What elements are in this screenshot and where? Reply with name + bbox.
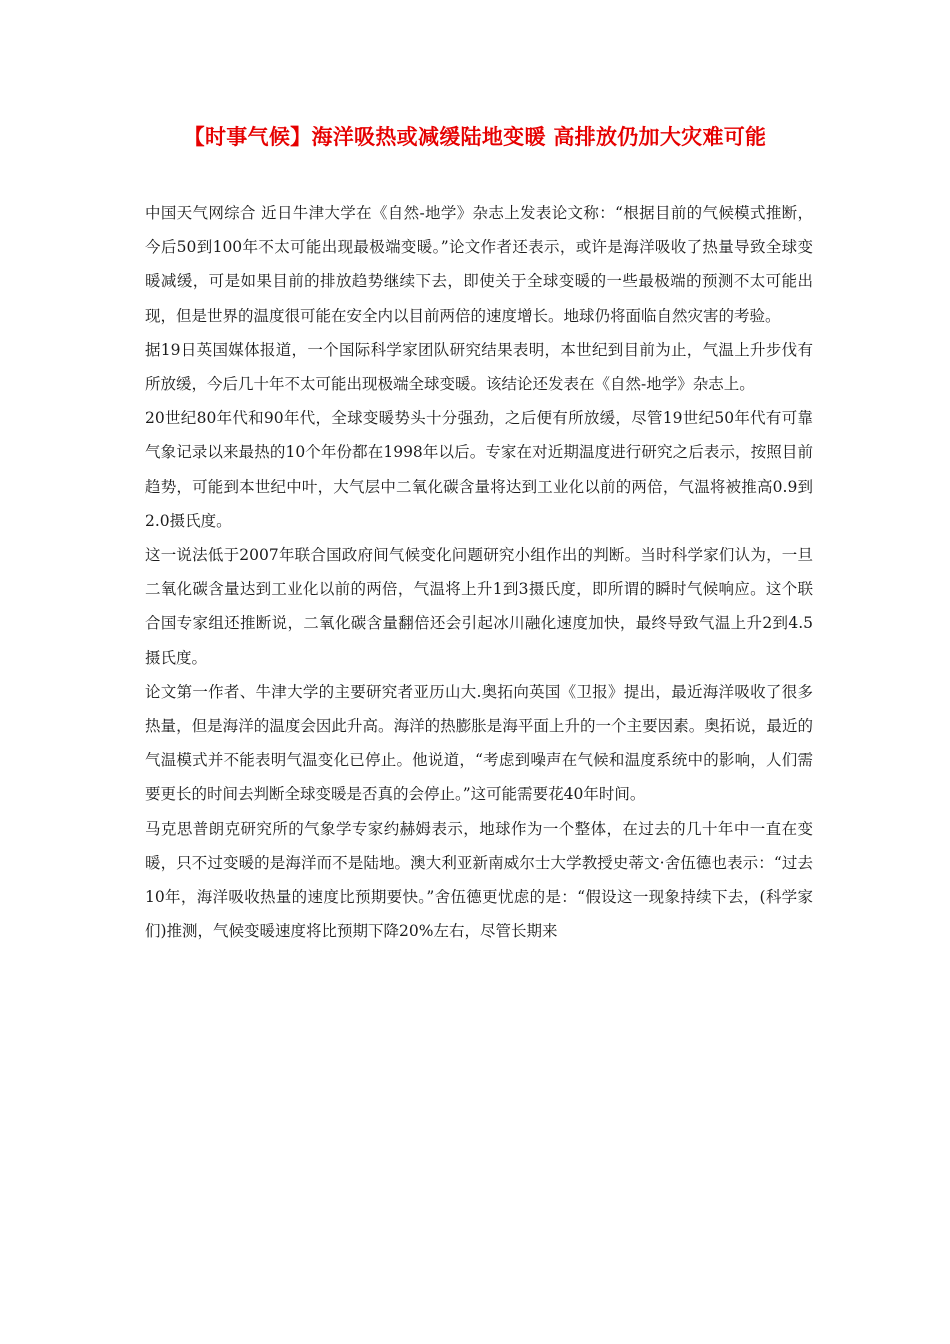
paragraph-6: 马克思普朗克研究所的气象学专家约赫姆表示，地球作为一个整体，在过去的几十年中一直在变暖，只不过变暖的是海洋而不是陆地。澳大利亚新南威尔士大学教授史蒂文·舍伍德也表示：“过去10年，海洋吸收热量的速度比预期要快。”舍伍德更忧虑的是：“假设这一现象持续下去，(科学家们)推测，气候变暖速度将比预期下降20%左右，尽管长期来 <box>145 819 813 941</box>
paragraph-5: 论文第一作者、牛津大学的主要研究者亚历山大.奥拓向英国《卫报》提出，最近海洋吸收了很多热量，但是海洋的温度会因此升高。海洋的热膨胀是海平面上升的一个主要因素。奥拓说，最近的气温模式并不能表明气温变化已停止。他说道，“考虑到噪声在气候和温度系统中的影响，人们需要更长的时间去判断全球变暖是否真的会停止。”这可能需要花40年时间。 <box>145 682 813 804</box>
article-body <box>145 196 813 948</box>
paragraph-2: 据19日英国媒体报道，一个国际科学家团队研究结果表明，本世纪到目前为止，气温上升步伐有所放缓，今后几十年不太可能出现极端全球变暖。该结论还发表在《自然-地学》杂志上。 <box>145 340 813 394</box>
paragraph-3: 20世纪80年代和90年代，全球变暖势头十分强劲，之后便有所放缓，尽管19世纪50年代有可靠气象记录以来最热的10个年份都在1998年以后。专家在对近期温度进行研究之后表示，按照目前趋势，可能到本世纪中叶，大气层中二氧化碳含量将达到工业化以前的两倍，气温将被推高0.9到2.0摄氏度。 <box>145 409 813 530</box>
paragraph-1: 中国天气网综合 近日牛津大学在《自然-地学》杂志上发表论文称：“根据目前的气候模式推断，今后50到100年不太可能出现最极端变暖。”论文作者还表示，或许是海洋吸收了热量导致全球变暖减缓，可是如果目前的排放趋势继续下去，即使关于全球变暖的一些最极端的预测不太可能出现，但是世界的温度很可能在安全内以目前两倍的速度增长。地球仍将面临自然灾害的考验。 <box>145 204 813 325</box>
article-title: 【时事气候】海洋吸热或减缓陆地变暖 高排放仍加大灾难可能 <box>183 125 767 149</box>
paragraph-4: 这一说法低于2007年联合国政府间气候变化问题研究小组作出的判断。当时科学家们认为，一旦二氧化碳含量达到工业化以前的两倍，气温将上升1到3摄氏度，即所谓的瞬时气候响应。这个联合国专家组还推断说，二氧化碳含量翻倍还会引起冰川融化速度加快，最终导致气温上升2到4.5摄氏度。 <box>145 546 813 667</box>
